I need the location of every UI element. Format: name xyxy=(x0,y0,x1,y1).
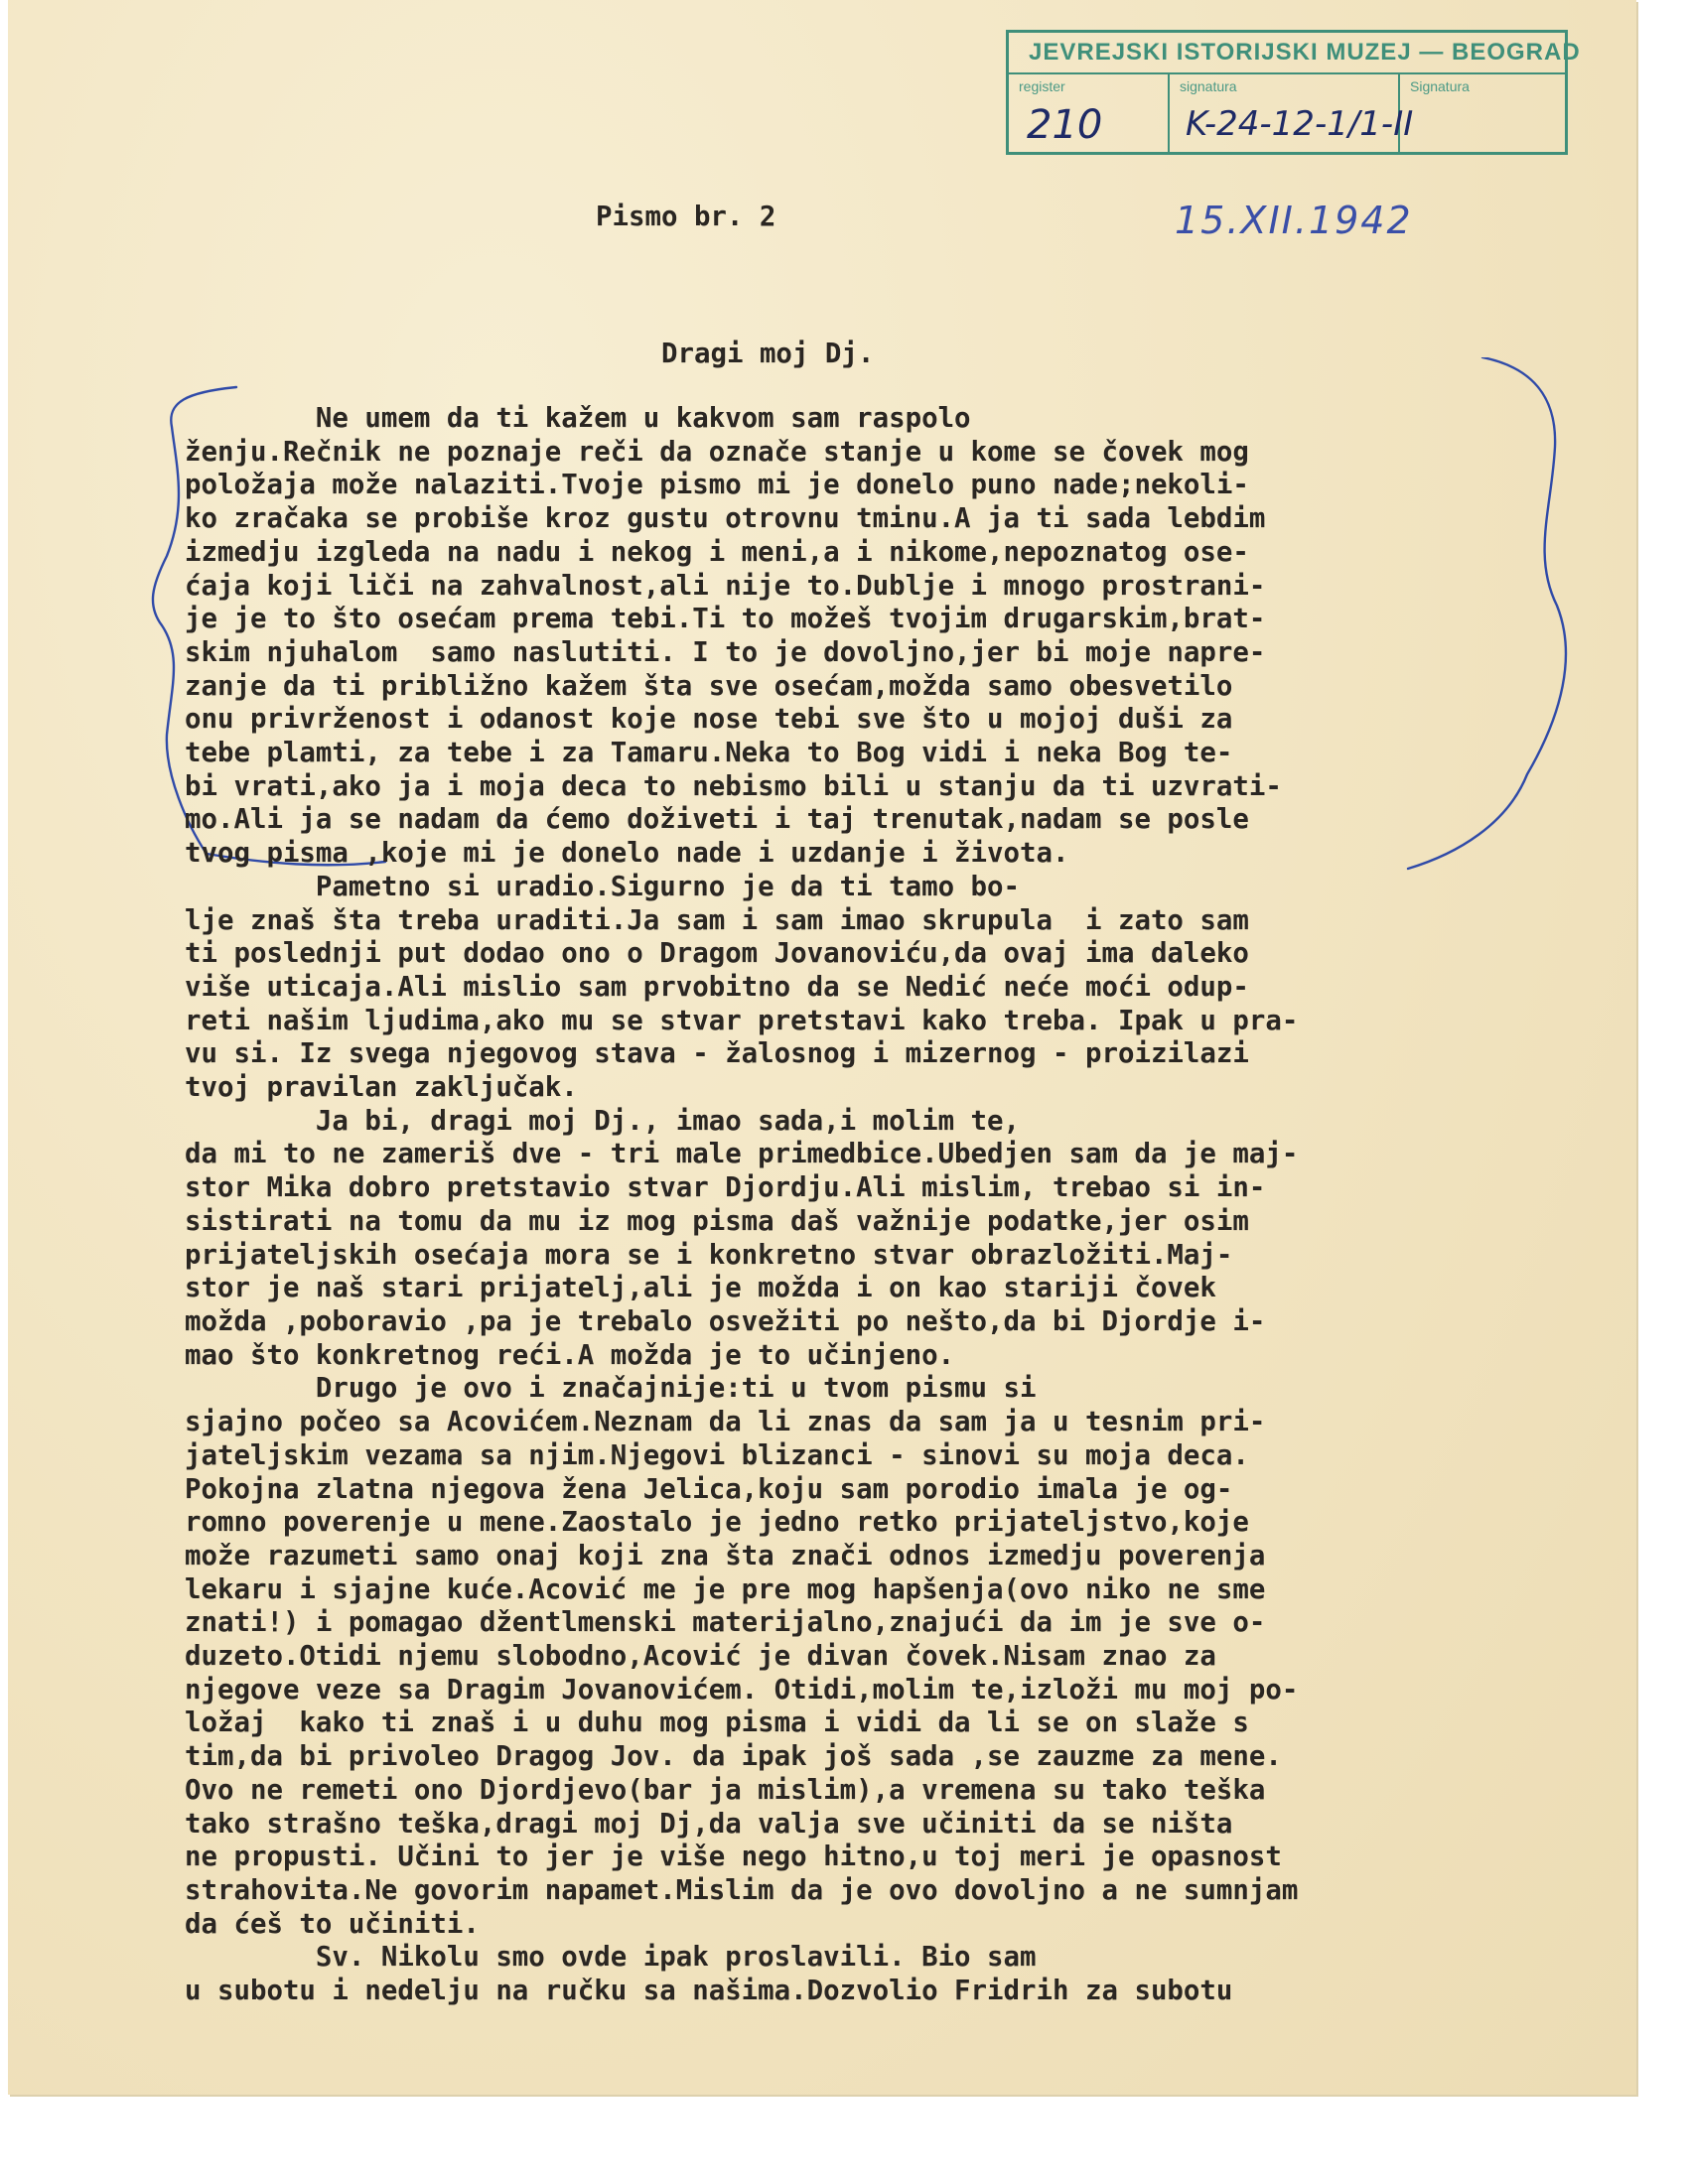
body-line: duzeto.Otidi njemu slobodno,Acović je divan čovek.Nisam znao za xyxy=(185,1641,1216,1673)
body-line: strahovita.Ne govorim napamet.Mislim da je ovo dovoljno a ne sumnjam xyxy=(185,1874,1299,1906)
body-line: tebe plamti, za tebe i za Tamaru.Neka to Bog vidi i neka Bog te- xyxy=(185,738,1233,769)
body-line: prijateljskih osećaja mora se i konkretno stvar obrazložiti.Maj- xyxy=(185,1239,1233,1271)
body-line: da ćeš to učiniti. xyxy=(185,1908,480,1940)
body-line: reti našim ljudima,ako mu se stvar pretstavi kako treba. Ipak u pra- xyxy=(185,1005,1299,1036)
body-line: Pokojna zlatna njegova žena Jelica,koju sam porodio imala je og- xyxy=(185,1473,1233,1505)
body-line: mo.Ali ja se nadam da ćemo doživeti i taj trenutak,nadam se posle xyxy=(185,804,1249,836)
stamp-cell-label: signatura xyxy=(1180,78,1237,94)
body-line: možda ,poboravio ,pa je trebalo osvežiti po nešto,da bi Djordje i- xyxy=(185,1305,1266,1337)
body-line: lje znaš šta treba uraditi.Ja sam i sam imao skrupula i zato sam xyxy=(185,904,1249,936)
body-line: tvoj pravilan zaključak. xyxy=(185,1072,578,1104)
letter-page xyxy=(8,0,1636,2095)
body-line: tvog pisma ,koje mi je donelo nade i uzdanje i života. xyxy=(185,838,1069,870)
stamp-cell-register xyxy=(1009,74,1170,152)
body-line: stor je naš stari prijatelj,ali je možda i on kao stariji čovek xyxy=(185,1273,1216,1304)
body-line: znati!) i pomagao džentlmenski materijalno,znajući da im je sve o- xyxy=(185,1607,1266,1639)
body-line: Ovo ne remeti ono Djordjevo(bar ja mislim),a vremena su tako teška xyxy=(185,1774,1266,1806)
body-line: mao što konkretnog reći.A možda je to učinjeno. xyxy=(185,1339,955,1371)
stamp-cell-signatura xyxy=(1170,74,1414,152)
body-line: ko zračaka se probiše kroz gustu otrovnu tminu.A ja ti sada lebdim xyxy=(185,503,1266,535)
body-line: skim njuhalom samo naslutiti. I to je dovoljno,jer bi moje napre- xyxy=(185,636,1266,668)
body-line: sjajno počeo sa Acovićem.Neznam da li znas da sam ja u tesnim pri- xyxy=(185,1407,1266,1438)
body-line: bi vrati,ako ja i moja deca to nebismo bili u stanju da ti uzvrati- xyxy=(185,770,1282,802)
body-line: tako strašno teška,dragi moj Dj,da valja sve učiniti da se ništa xyxy=(185,1808,1233,1840)
body-line: Sv. Nikolu smo ovde ipak proslavili. Bio sam xyxy=(185,1942,1037,1974)
body-line: ženju.Rečnik ne poznaje reči da označe stanje u kome se čovek mog xyxy=(185,436,1249,468)
body-line: da mi to ne zameriš dve - tri male primedbice.Ubedjen sam da je maj- xyxy=(185,1139,1299,1170)
salutation: Dragi moj Dj. xyxy=(661,339,875,369)
body-line: ložaj kako ti znaš i u duhu mog pisma i vidi da li se on slaže s xyxy=(185,1707,1249,1739)
body-line: onu privrženost i odanost koje nose tebi sve što u mojoj duši za xyxy=(185,704,1233,736)
museum-archive-stamp xyxy=(1006,30,1581,155)
body-line: tim,da bi privoleo Dragog Jov. da ipak još sada ,se zauzme za mene. xyxy=(185,1741,1282,1773)
body-line: u subotu i nedelju na ručku sa našima.Dozvolio Fridrih za subotu xyxy=(185,1976,1233,2007)
stamp-title: JEVREJSKI ISTORIJSKI MUZEJ — BEOGRAD xyxy=(1029,39,1581,66)
body-line: lekaru i sjajne kuće.Acović me je pre mog hapšenja(ovo niko ne sme xyxy=(185,1573,1266,1605)
body-line: može razumeti samo onaj koji zna šta znači odnos izmedju poverenja xyxy=(185,1540,1266,1571)
body-line: stor Mika dobro pretstavio stvar Djordju.Ali mislim, trebao si in- xyxy=(185,1172,1266,1204)
handwritten-date: 15.XII.1942 xyxy=(1175,199,1413,242)
body-line: je je to što osećam prema tebi.Ti to možeš tvojim drugarskim,brat- xyxy=(185,604,1266,635)
letter-body xyxy=(185,402,1298,2008)
body-line: vu si. Iz svega njegovog stava - žalosnog i mizernog - proizilazi xyxy=(185,1038,1249,1070)
body-line: zanje da ti približno kažem šta sve osećam,možda samo obesvetilo xyxy=(185,670,1233,702)
stamp-cell-label: Signatura xyxy=(1410,78,1470,94)
stamp-fields xyxy=(1009,72,1565,152)
body-line: više uticaja.Ali mislio sam prvobitno da se Nedić neće moći odup- xyxy=(185,971,1249,1003)
body-line: Ja bi, dragi moj Dj., imao sada,i molim te, xyxy=(185,1105,1021,1137)
body-line: Pametno si uradio.Sigurno je da ti tamo bo- xyxy=(185,871,1021,902)
letter-title: Pismo br. 2 xyxy=(596,202,776,232)
body-line: ne propusti. Učini to jer je više nego hitno,u toj meri je opasnost xyxy=(185,1842,1282,1873)
stamp-cell-label: register xyxy=(1019,78,1065,94)
body-line: jateljskim vezama sa njim.Njegovi blizanci - sinovi su moja deca. xyxy=(185,1439,1249,1471)
stamp-cell-signatura-2 xyxy=(1400,74,1565,152)
body-line: Drugo je ovo i značajnije:ti u tvom pismu si xyxy=(185,1373,1037,1405)
body-line: sistirati na tomu da mu iz mog pisma daš važnije podatke,jer osim xyxy=(185,1205,1249,1237)
body-line: ti poslednji put dodao ono o Dragom Jovanoviću,da ovaj ima daleko xyxy=(185,938,1249,970)
signatura-value: K-24-12-1/1-II xyxy=(1186,104,1414,144)
body-line: Ne umem da ti kažem u kakvom sam raspolo xyxy=(185,403,971,434)
body-line: položaja može nalaziti.Tvoje pismo mi je donelo puno nade;nekoli- xyxy=(185,470,1249,501)
body-line: ćaja koji liči na zahvalnost,ali nije to.Dublje i mnogo prostrani- xyxy=(185,570,1266,602)
body-line: izmedju izgleda na nadu i nekog i meni,a i nikome,nepoznatog ose- xyxy=(185,536,1249,568)
body-line: romno poverenje u mene.Zaostalo je jedno retko prijateljstvo,koje xyxy=(185,1507,1249,1539)
register-number: 210 xyxy=(1027,102,1103,148)
body-line: njegove veze sa Dragim Jovanovićem. Otidi,molim te,izloži mu moj po- xyxy=(185,1674,1299,1706)
